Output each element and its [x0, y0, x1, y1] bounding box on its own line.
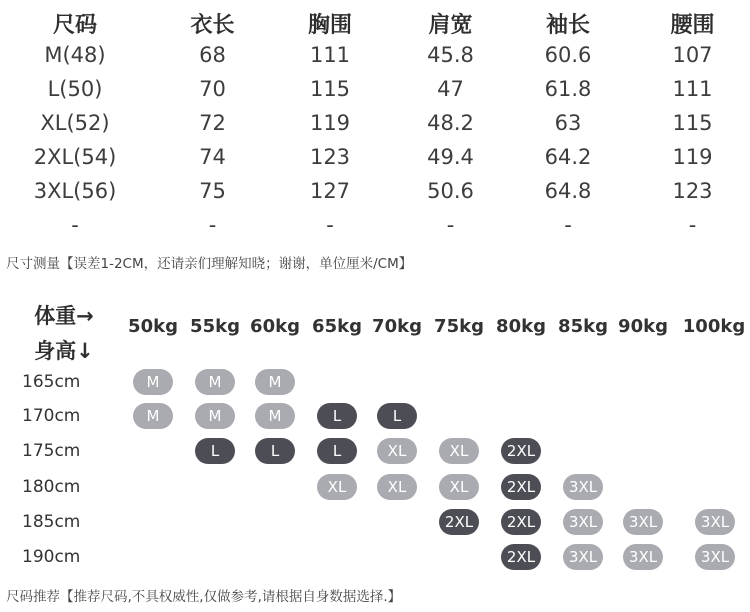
size-table-row — [0, 106, 750, 140]
weight-column-label: 100kg — [682, 316, 746, 337]
table-cell: 123 — [309, 145, 351, 169]
table-cell: - — [688, 213, 697, 237]
table-cell: 61.8 — [544, 77, 592, 101]
table-cell: - — [326, 213, 334, 237]
size-badge: L — [317, 403, 357, 429]
table-cell: 50.6 — [427, 179, 474, 203]
table-cell: 3XL(56) — [33, 179, 117, 203]
table-cell: 49.4 — [427, 145, 474, 169]
column-header: 腰围 — [670, 12, 715, 38]
size-table-row — [0, 72, 750, 106]
size-badge: 3XL — [563, 509, 603, 535]
table-cell: 68 — [199, 43, 226, 67]
size-badge: 2XL — [501, 509, 541, 535]
size-badge: 3XL — [695, 509, 735, 535]
size-badge: M — [255, 403, 295, 429]
size-badge: 3XL — [695, 544, 735, 570]
column-header: 衣长 — [190, 12, 235, 38]
table-cell: - — [446, 213, 455, 237]
size-table-row — [0, 140, 750, 174]
table-cell: 119 — [672, 145, 713, 169]
table-cell: L(50) — [47, 77, 103, 101]
column-header: 袖长 — [545, 12, 590, 38]
table-cell: 74 — [199, 145, 226, 169]
size-badge: M — [133, 369, 173, 395]
table-cell: 119 — [309, 111, 351, 135]
size-badge: XL — [439, 438, 479, 464]
size-badge: 3XL — [623, 509, 663, 535]
table-cell: 64.8 — [544, 179, 592, 203]
weight-column-label: 90kg — [618, 316, 668, 337]
height-row-label: 185cm — [22, 512, 81, 532]
table-cell: 127 — [309, 179, 351, 203]
table-cell: 63 — [554, 111, 582, 135]
size-badge: L — [255, 438, 295, 464]
table-cell: 75 — [199, 179, 226, 203]
size-badge: 2XL — [501, 438, 541, 464]
table-cell: 60.6 — [544, 43, 592, 67]
size-badge: XL — [439, 474, 479, 500]
weight-column-label: 65kg — [312, 316, 362, 337]
column-header: 尺码 — [52, 12, 97, 38]
size-badge: L — [377, 403, 417, 429]
weight-column-label: 75kg — [434, 316, 484, 337]
table-cell: 115 — [672, 111, 713, 135]
weight-column-label: 55kg — [190, 316, 240, 337]
height-row-label: 170cm — [22, 406, 81, 426]
measurement-note: 尺寸测量【误差1-2CM，还请亲们理解知晓；谢谢，单位厘米/CM】 — [6, 256, 413, 272]
size-badge: M — [195, 369, 235, 395]
height-row-label: 165cm — [22, 372, 81, 392]
height-row-label: 180cm — [22, 477, 81, 497]
size-table-row — [0, 174, 750, 208]
table-cell: 64.2 — [544, 145, 592, 169]
height-row-label: 190cm — [22, 547, 81, 567]
weight-column-label: 70kg — [372, 316, 422, 337]
weight-column-label: 80kg — [496, 316, 546, 337]
size-badge: 2XL — [501, 474, 541, 500]
weight-axis-label: 体重→ — [34, 304, 94, 328]
table-cell: 115 — [309, 77, 351, 101]
table-cell: 111 — [672, 77, 713, 101]
size-badge: M — [255, 369, 295, 395]
table-cell: 48.2 — [427, 111, 474, 135]
size-badge: 3XL — [563, 474, 603, 500]
height-axis-label: 身高↓ — [34, 339, 94, 363]
table-cell: 123 — [672, 179, 713, 203]
size-table-row — [0, 208, 750, 242]
table-cell: - — [208, 213, 217, 237]
table-cell: - — [564, 213, 572, 237]
table-cell: - — [71, 213, 79, 237]
size-badge: L — [317, 438, 357, 464]
weight-column-label: 50kg — [128, 316, 178, 337]
column-header: 胸围 — [307, 12, 352, 38]
size-badge: 3XL — [563, 544, 603, 570]
table-cell: 70 — [199, 77, 226, 101]
weight-column-label: 85kg — [558, 316, 608, 337]
table-cell: 111 — [309, 43, 351, 67]
table-cell: 45.8 — [427, 43, 474, 67]
size-badge: 2XL — [439, 509, 479, 535]
recommendation-note: 尺码推荐【推荐尺码,不具权威性,仅做参考,请根据自身数据选择.】 — [6, 589, 402, 605]
size-badge: L — [195, 438, 235, 464]
table-cell: M(48) — [44, 43, 106, 67]
table-cell: 107 — [672, 43, 713, 67]
size-table-header — [0, 4, 750, 42]
table-cell: 2XL(54) — [33, 145, 117, 169]
height-row-label: 175cm — [22, 441, 81, 461]
size-badge: M — [195, 403, 235, 429]
size-badge: XL — [377, 438, 417, 464]
column-header: 肩宽 — [428, 12, 473, 38]
size-badge: XL — [377, 474, 417, 500]
table-cell: 47 — [437, 77, 464, 101]
table-cell: XL(52) — [40, 111, 110, 135]
weight-column-label: 60kg — [250, 316, 300, 337]
table-cell: 72 — [199, 111, 226, 135]
size-badge: XL — [317, 474, 357, 500]
size-badge: 2XL — [501, 544, 541, 570]
size-badge: 3XL — [623, 544, 663, 570]
size-table-row — [0, 38, 750, 72]
size-badge: M — [133, 403, 173, 429]
